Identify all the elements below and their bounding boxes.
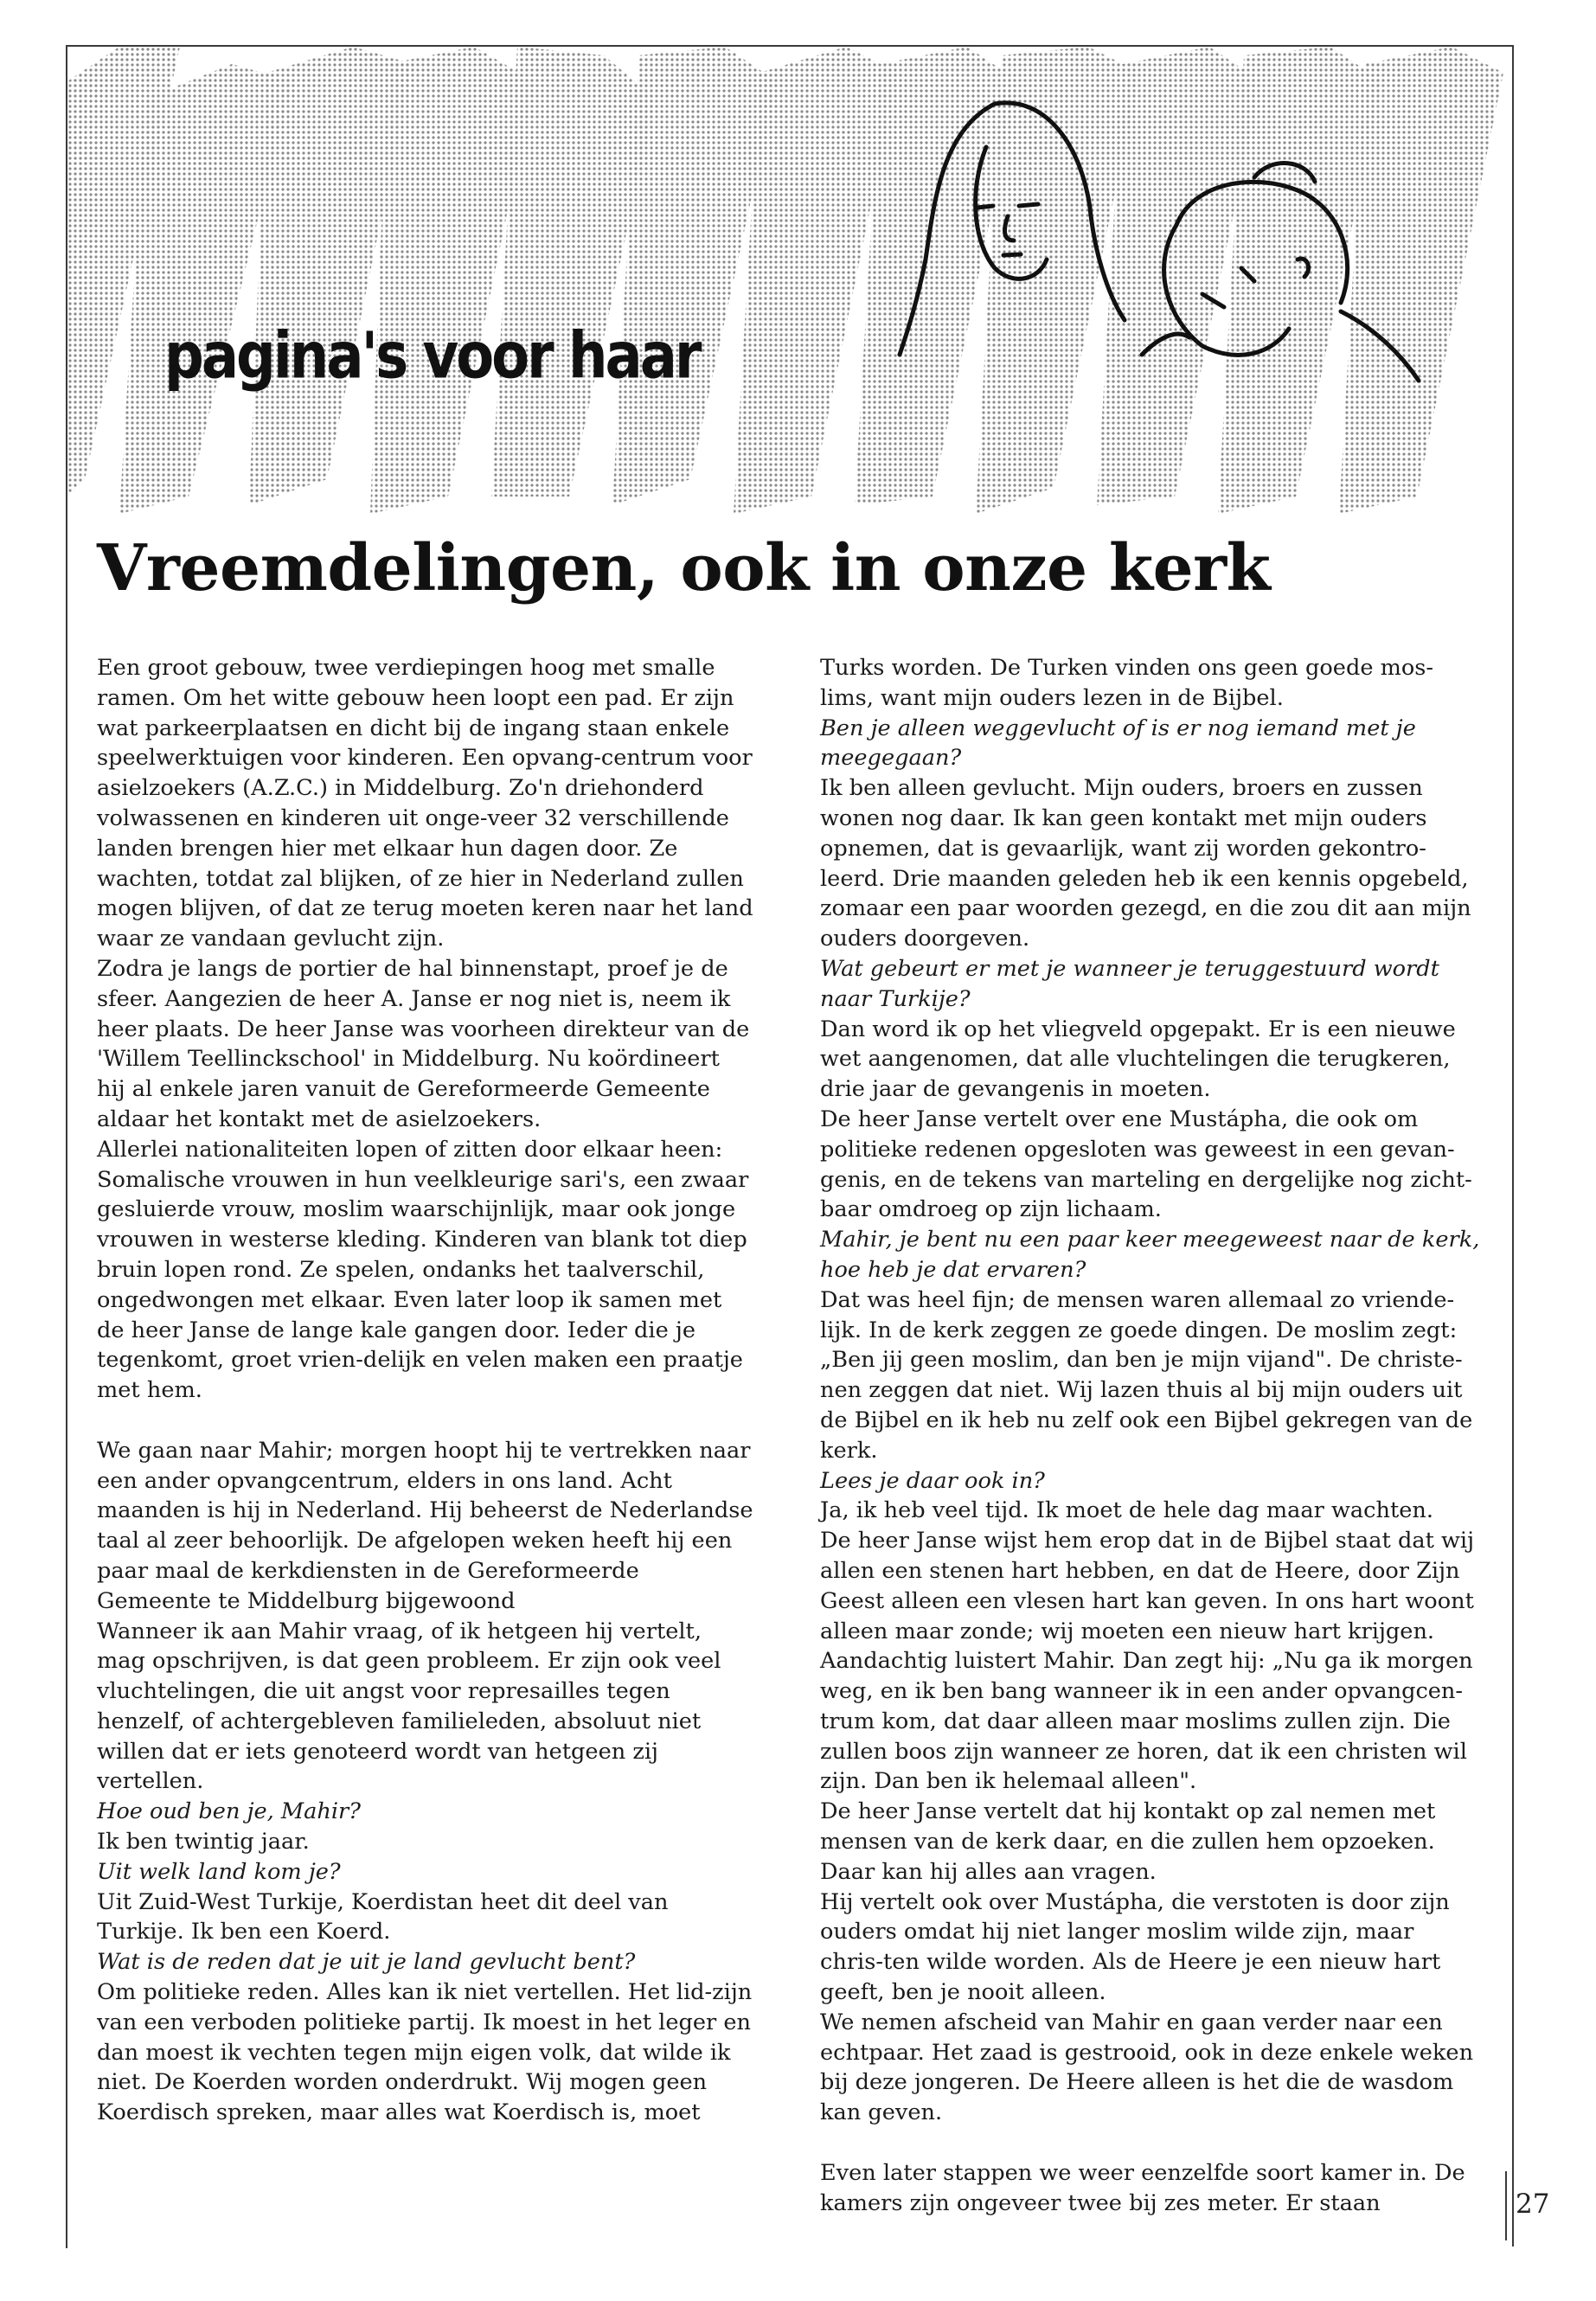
man-eye-right [1241,268,1254,281]
interview-question: Wat is de reden dat je uit je land gevlucht bent? [97,1949,636,1976]
woman-eye-right [1019,204,1038,206]
body-paragraph: De heer Janse wijst hem erop dat in de Bijbel staat dat wij allen een stenen hart hebben, en dat de Heere, door Zijn Geest alleen een vlesen hart kan geven. In ons hart woont alleen maar zonde; wij moeten een nieuw hart krijgen. Aandachtig luistert Mahir. Dan zegt hij: „Nu ga ik morgen weg, en ik ben bang wanneer ik in een ander opvangcen-trum kom, dat daar alleen maar moslims zullen zijn. Die zullen boos zijn wanneer ze horen, dat ik een christen wil zijn. Dan ben ik helemaal alleen". [820,1528,1475,1795]
paragraph-gap [820,2128,1483,2158]
man-hair-curl [1254,163,1315,182]
body-paragraph: Uit Zuid-West Turkije, Koerdistan heet dit deel van Turkije. Ik ben een Koerd. [97,1888,669,1945]
body-paragraph: Zodra je langs de portier de hal binnenstapt, proef je de sfeer. Aangezien de heer A. Janse er nog niet is, neem ik heer plaats. De heer Janse was voorheen direkteur van de 'Willem Teellinckschool' in Middelburg. Nu koördineert hij al enkele jaren vanuit de Gereformeerde Gemeente aldaar het kontakt met de asielzoekers. [97,955,750,1132]
page-border-right [1512,45,1514,2247]
body-paragraph: We gaan naar Mahir; morgen hoopt hij te vertrekken naar een ander opvangcentrum, elders in ons land. Acht maanden is hij in Nederland. Hij beheerst de Nederlandse taal al zeer behoorlijk. De afgelopen weken heeft hij een paar maal de kerkdiensten in de Gereformeerde Gemeente te Middelburg bijgewoond [97,1437,753,1614]
man-shoulder-right [1341,311,1419,381]
page-number: 27 [1516,2189,1550,2220]
article-title: Vreemdelingen, ook in onze kerk [97,531,1271,606]
interview-question: Mahir, je bent nu een paar keer meegeweest naar de kerk, hoe heb je dat ervaren? [820,1227,1480,1283]
woman-hair-right [995,103,1125,320]
article-column-right [820,653,1483,2218]
body-paragraph: Ik ben alleen gevlucht. Mijn ouders, broers en zussen wonen nog daar. Ik kan geen kontakt met mijn ouders opnemen, dat is gevaarlijk, want zij worden gekontro-leerd. Drie maanden geleden heb ik een kennis opgebeld, zomaar een paar woorden gezegd, en die zou dit aan mijn ouders doorgeven. [820,775,1471,952]
interview-question: Uit welk land kom je? [97,1858,341,1885]
body-paragraph: Om politieke reden. Alles kan ik niet vertellen. Het lid-zijn van een verboden politieke partij. Ik moest in het leger en dan moest ik vechten tegen mijn eigen volk, dat wilde ik niet. De Koerden worden onderdrukt. Wij mogen geen Koerdisch spreken, maar alles wat Koerdisch is, moet [97,1979,753,2126]
paragraph-gap [97,1406,754,1436]
article-column-left [97,653,754,2128]
body-paragraph: Wanneer ik aan Mahir vraag, of ik hetgeen hij vertelt, mag opschrijven, is dat geen probleem. Er zijn ook veel vluchtelingen, die uit angst voor represailles tegen henzelf, of achtergebleven familieleden, absoluut niet willen dat er iets genoteerd wordt van hetgeen zij vertellen. [97,1618,721,1795]
man-ear [1298,259,1309,277]
two-faces-illustration [891,95,1445,407]
body-paragraph: Dat was heel fijn; de mensen waren allemaal zo vriende-lijk. In de kerk zeggen ze goede dingen. De moslim zegt: „Ben jij geen moslim, dan ben je mijn vijand". De christe-nen zeggen dat niet. Wij lazen thuis al bij mijn ouders uit de Bijbel en ik heb nu zelf ook een Bijbel gekregen van de kerk. [820,1286,1473,1464]
woman-mouth [1003,254,1021,255]
interview-question: Wat gebeurt er met je wanneer je teruggestuurd wordt naar Turkije? [820,955,1439,1012]
body-paragraph: De heer Janse vertelt dat hij kontakt op zal nemen met mensen van de kerk daar, en die zullen hem opzoeken. Daar kan hij alles aan vragen. [820,1798,1436,1885]
woman-nose [1004,216,1014,240]
section-label: pagina's voor haar [164,320,700,394]
body-paragraph: Even later stappen we weer eenzelfde soort kamer in. De kamers zijn ongeveer twee bij zes meter. Er staan [820,2159,1465,2216]
interview-question: Lees je daar ook in? [820,1467,1045,1494]
page-number-rule [1505,2171,1507,2240]
body-paragraph: Hij vertelt ook over Mustápha, die verstoten is door zijn ouders omdat hij niet langer moslim wilde zijn, maar chris-ten wilde worden. Als de Heere je een nieuw hart geeft, ben je nooit alleen. [820,1888,1450,2006]
body-paragraph: We nemen afscheid van Mahir en gaan verder naar een echtpaar. Het zaad is gestrooid, ook in deze enkele weken bij deze jongeren. De Heere alleen is het die de wasdom kan geven. [820,2009,1474,2126]
woman-hair-left [900,104,995,355]
interview-question: Hoe oud ben je, Mahir? [97,1798,362,1825]
woman-eye-left [977,206,993,208]
man-shoulder-left [1142,334,1189,355]
body-paragraph: Een groot gebouw, twee verdiepingen hoog met smalle ramen. Om het witte gebouw heen loopt een pad. Er zijn wat parkeerplaatsen en dicht bij de ingang staan enkele speelwerktuigen voor kinderen. Een opvang-centrum voor asielzoekers (A.Z.C.) in Middelburg. Zo'n driehonderd volwassenen en kinderen uit onge-veer 32 verschillende landen brengen hier met elkaar hun dagen door. Ze wachten, totdat zal blijken, of ze hier in Nederland zullen mogen blijven, of dat ze terug moeten keren naar het land waar ze vandaan gevlucht zijn. [97,655,753,952]
body-paragraph: Turks worden. De Turken vinden ons geen goede mos-lims, want mijn ouders lezen in de Bijbel. [820,655,1434,711]
body-paragraph: Ja, ik heb veel tijd. Ik moet de hele dag maar wachten. [820,1497,1434,1524]
body-paragraph: Ik ben twintig jaar. [97,1829,310,1856]
body-paragraph: De heer Janse vertelt over ene Mustápha, die ook om politieke redenen opgesloten was geweest in een gevan-genis, en de tekens van marteling en dergelijke nog zicht-baar omdroeg op zijn lichaam. [820,1106,1472,1223]
body-paragraph: Allerlei nationaliteiten lopen of zitten door elkaar heen: Somalische vrouwen in hun veelkleurige sari's, een zwaar gesluierde vrouw, moslim waarschijnlijk, maar ook jonge vrouwen in westerse kleding. Kinderen van blank tot diep bruin lopen rond. Ze spelen, ondanks het taalverschil, ongedwongen met elkaar. Even later loop ik samen met de heer Janse de lange kale gangen door. Ieder die je tegenkomt, groet vrien-delijk en velen maken een praatje met hem. [97,1136,749,1404]
body-paragraph: Dan word ik op het vliegveld opgepakt. Er is een nieuwe wet aangenomen, dat alle vluchtelingen die terugkeren, drie jaar de gevangenis in moeten. [820,1016,1456,1103]
interview-question: Ben je alleen weggevlucht of is er nog iemand met je meegegaan? [820,715,1416,772]
woman-face [976,147,1047,279]
man-hair [1176,182,1348,303]
man-eye-left [1202,294,1224,307]
